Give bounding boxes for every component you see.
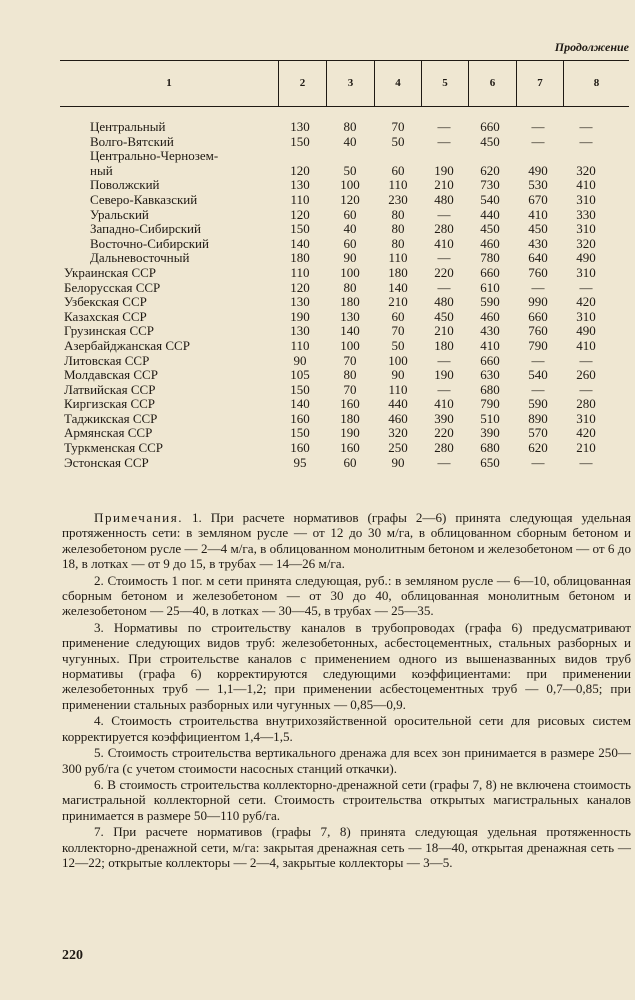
table-row xyxy=(0,324,635,339)
cell-value-col-4: 460 xyxy=(388,410,408,426)
cell-value-col-6: 540 xyxy=(480,191,500,207)
region-name: Поволжский xyxy=(90,177,160,193)
table-row xyxy=(0,310,635,325)
cell-value-col-6: 450 xyxy=(480,133,500,149)
cell-value-col-7: 490 xyxy=(528,162,548,178)
cell-value-col-8: 410 xyxy=(576,177,596,193)
cell-value-col-7: 540 xyxy=(528,367,548,383)
region-name: Таджикская ССР xyxy=(64,410,158,426)
region-name: Литовская ССР xyxy=(64,352,150,368)
cell-value-col-6: 430 xyxy=(480,323,500,339)
region-name: ный xyxy=(90,162,113,178)
cell-value-col-4: 80 xyxy=(391,235,405,251)
cell-value-col-4: 210 xyxy=(388,294,408,310)
cell-value-col-5: — xyxy=(437,119,451,134)
cell-value-col-6: 620 xyxy=(480,162,500,178)
note-6: 6. В стоимость строительства коллекторно-дренажной сети (графы 7, 8) не включена стоимость магистральной коллекторной сети. Стоимость строительства открытых магистральных каналов принимается в размере 50—110 руб/га. xyxy=(62,776,631,823)
cell-value-col-6: 630 xyxy=(480,367,500,383)
cell-value-col-7: 890 xyxy=(528,410,548,426)
cell-value-col-2: 150 xyxy=(290,221,310,237)
cell-value-col-2: 110 xyxy=(290,337,310,353)
cell-value-col-5: — xyxy=(437,352,451,368)
cell-value-col-5: — xyxy=(437,133,451,149)
cell-value-col-4: 250 xyxy=(388,440,408,456)
cell-value-col-5: — xyxy=(437,206,451,222)
cell-value-col-7: — xyxy=(531,279,545,295)
cell-value-col-3: 70 xyxy=(343,352,357,368)
cell-value-col-7: — xyxy=(531,381,545,397)
cell-value-col-6: 780 xyxy=(480,250,500,266)
cell-value-col-3: 50 xyxy=(343,162,357,178)
notes-lead: Примечания. xyxy=(94,510,183,525)
table-row xyxy=(0,397,635,412)
table-body xyxy=(0,120,635,470)
region-name: Восточно-Сибирский xyxy=(90,235,209,251)
cell-value-col-5: 190 xyxy=(434,367,454,383)
cell-value-col-3: 60 xyxy=(343,454,357,470)
cell-value-col-4: 180 xyxy=(388,264,408,280)
column-header-7: 7 xyxy=(516,60,563,106)
cell-value-col-8: — xyxy=(579,381,593,397)
cell-value-col-6: 460 xyxy=(480,235,500,251)
column-header-8: 8 xyxy=(563,60,629,106)
cell-value-col-7: 640 xyxy=(528,250,548,266)
cell-value-col-7: 450 xyxy=(528,221,548,237)
table-row xyxy=(0,412,635,427)
cell-value-col-7: — xyxy=(531,133,545,149)
table-row xyxy=(0,222,635,237)
cell-value-col-6: 730 xyxy=(480,177,500,193)
column-header-2: 2 xyxy=(278,60,326,106)
cell-value-col-5: 280 xyxy=(434,440,454,456)
cell-value-col-6: 650 xyxy=(480,454,500,470)
cell-value-col-5: 480 xyxy=(434,294,454,310)
table-row xyxy=(0,164,635,179)
table-row xyxy=(0,178,635,193)
table-row xyxy=(0,120,635,135)
cell-value-col-6: 390 xyxy=(480,425,500,441)
cell-value-col-8: 210 xyxy=(576,440,596,456)
cell-value-col-2: 90 xyxy=(293,352,307,368)
cell-value-col-3: 160 xyxy=(340,440,360,456)
cell-value-col-8: 490 xyxy=(576,250,596,266)
cell-value-col-2: 140 xyxy=(290,396,310,412)
table-row xyxy=(0,135,635,150)
region-name: Центральный xyxy=(90,119,166,134)
cell-value-col-5: — xyxy=(437,454,451,470)
note-1-text: 1. При расчете нормативов (графы 2—6) принята следующая удельная протяженность сети: в земляном русле — от 12 до 30 м/га, в облицованном сборным бетоном и железобетоном русле — 2—4 м/га, в облицованном монолитным бетоном и железобетоном — от 6 до 18, в лотках — от 9 до 15, в трубах — 14—26 м/га. xyxy=(62,510,631,572)
cell-value-col-6: 790 xyxy=(480,396,500,412)
table-row xyxy=(0,193,635,208)
cell-value-col-3: 130 xyxy=(340,308,360,324)
cell-value-col-3: 160 xyxy=(340,396,360,412)
cell-value-col-3: 100 xyxy=(340,177,360,193)
cell-value-col-6: 440 xyxy=(480,206,500,222)
cell-value-col-2: 140 xyxy=(290,235,310,251)
cell-value-col-3: 40 xyxy=(343,133,357,149)
cell-value-col-4: 440 xyxy=(388,396,408,412)
cell-value-col-7: 430 xyxy=(528,235,548,251)
cell-value-col-7: 790 xyxy=(528,337,548,353)
region-name: Украинская ССР xyxy=(64,264,157,280)
cell-value-col-8: 420 xyxy=(576,425,596,441)
cell-value-col-5: 410 xyxy=(434,235,454,251)
cell-value-col-8: — xyxy=(579,279,593,295)
cell-value-col-3: 100 xyxy=(340,337,360,353)
region-name: Узбекская ССР xyxy=(64,294,147,310)
cell-value-col-2: 150 xyxy=(290,133,310,149)
cell-value-col-7: 410 xyxy=(528,206,548,222)
region-name: Армянская ССР xyxy=(64,425,153,441)
cell-value-col-4: 80 xyxy=(391,221,405,237)
cell-value-col-4: 80 xyxy=(391,206,405,222)
cell-value-col-4: 50 xyxy=(391,337,405,353)
cell-value-col-4: 50 xyxy=(391,133,405,149)
cell-value-col-3: 60 xyxy=(343,235,357,251)
cell-value-col-5: 280 xyxy=(434,221,454,237)
cell-value-col-3: 180 xyxy=(340,294,360,310)
cell-value-col-4: 140 xyxy=(388,279,408,295)
cell-value-col-3: 80 xyxy=(343,279,357,295)
cell-value-col-6: 680 xyxy=(480,381,500,397)
cell-value-col-4: 230 xyxy=(388,191,408,207)
page-number: 220 xyxy=(62,948,83,963)
cell-value-col-2: 130 xyxy=(290,177,310,193)
cell-value-col-2: 160 xyxy=(290,410,310,426)
cell-value-col-2: 110 xyxy=(290,264,310,280)
cell-value-col-8: 260 xyxy=(576,367,596,383)
cell-value-col-8: — xyxy=(579,352,593,368)
column-header-1: 1 xyxy=(166,77,172,89)
cell-value-col-7: — xyxy=(531,454,545,470)
region-name: Дальневосточный xyxy=(90,250,190,266)
cell-value-col-3: 80 xyxy=(343,119,357,134)
cell-value-col-5: 180 xyxy=(434,337,454,353)
cell-value-col-4: 320 xyxy=(388,425,408,441)
cell-value-col-7: 660 xyxy=(528,308,548,324)
table-row xyxy=(0,426,635,441)
table-row xyxy=(0,339,635,354)
table-row xyxy=(0,295,635,310)
column-header-4: 4 xyxy=(374,60,421,106)
cell-value-col-2: 95 xyxy=(293,454,307,470)
cell-value-col-4: 70 xyxy=(391,119,405,134)
cell-value-col-4: 110 xyxy=(388,177,408,193)
cell-value-col-6: 680 xyxy=(480,440,500,456)
cell-value-col-2: 120 xyxy=(290,279,310,295)
cell-value-col-5: 210 xyxy=(434,323,454,339)
cell-value-col-2: 180 xyxy=(290,250,310,266)
table-row xyxy=(0,208,635,223)
notes-section xyxy=(62,510,631,871)
cell-value-col-7: 760 xyxy=(528,264,548,280)
region-name: Латвийская ССР xyxy=(64,381,156,397)
table-row xyxy=(0,281,635,296)
cell-value-col-5: 410 xyxy=(434,396,454,412)
table-row xyxy=(0,251,635,266)
cell-value-col-3: 140 xyxy=(340,323,360,339)
cell-value-col-8: 410 xyxy=(576,337,596,353)
cell-value-col-3: 100 xyxy=(340,264,360,280)
cell-value-col-5: 220 xyxy=(434,264,454,280)
region-name: Туркменская ССР xyxy=(64,440,164,456)
cell-value-col-4: 70 xyxy=(391,323,405,339)
cell-value-col-2: 130 xyxy=(290,323,310,339)
cell-value-col-4: 110 xyxy=(388,381,408,397)
region-name: Грузинская ССР xyxy=(64,323,155,339)
cell-value-col-7: 570 xyxy=(528,425,548,441)
cell-value-col-8: 280 xyxy=(576,396,596,412)
cell-value-col-8: 310 xyxy=(576,264,596,280)
cell-value-col-8: 420 xyxy=(576,294,596,310)
region-name: Уральский xyxy=(90,206,149,222)
cell-value-col-4: 90 xyxy=(391,454,405,470)
cell-value-col-7: 670 xyxy=(528,191,548,207)
table-row xyxy=(0,149,635,164)
cell-value-col-4: 90 xyxy=(391,367,405,383)
cell-value-col-3: 180 xyxy=(340,410,360,426)
region-name: Западно-Сибирский xyxy=(90,221,201,237)
cell-value-col-7: 760 xyxy=(528,323,548,339)
cell-value-col-5: 220 xyxy=(434,425,454,441)
region-name: Азербайджанская ССР xyxy=(64,337,190,353)
cell-value-col-8: 490 xyxy=(576,323,596,339)
note-1 xyxy=(62,510,631,572)
column-header-3: 3 xyxy=(326,60,374,106)
cell-value-col-7: — xyxy=(531,119,545,134)
cell-value-col-5: 450 xyxy=(434,308,454,324)
cell-value-col-4: 60 xyxy=(391,162,405,178)
note-3: 3. Нормативы по строительству каналов в трубопроводах (графа 6) предусматривают применение следующих видов труб: железобетонных, асбестоцементных, стальных разборных и чугунных. При строительстве каналов с применением одного из вышеназванных видов труб нормативы (графа 6) корректируются следующими коэффициентами: при применении железобетонных труб — 1,1—1,2; при применении асбестоцементных труб — 0,7—0,85; при применении стальных разборных или чугунных — 0,85—0,9. xyxy=(62,619,631,712)
cell-value-col-3: 60 xyxy=(343,206,357,222)
cell-value-col-8: 320 xyxy=(576,162,596,178)
cell-value-col-2: 150 xyxy=(290,425,310,441)
cell-value-col-2: 160 xyxy=(290,440,310,456)
cell-value-col-3: 40 xyxy=(343,221,357,237)
table-row xyxy=(0,441,635,456)
table-row xyxy=(0,368,635,383)
region-name: Волго-Вятский xyxy=(90,133,174,149)
cell-value-col-6: 610 xyxy=(480,279,500,295)
region-name: Казахская ССР xyxy=(64,308,147,324)
table-header-rule xyxy=(60,106,629,107)
table-row xyxy=(0,456,635,471)
cell-value-col-3: 70 xyxy=(343,381,357,397)
cell-value-col-6: 450 xyxy=(480,221,500,237)
cell-value-col-3: 90 xyxy=(343,250,357,266)
cell-value-col-7: 620 xyxy=(528,440,548,456)
cell-value-col-2: 190 xyxy=(290,308,310,324)
continuation-label: Продолжение xyxy=(554,40,629,54)
region-name: Молдавская ССР xyxy=(64,367,158,383)
cell-value-col-5: — xyxy=(437,250,451,266)
region-name: Центрально-Чернозем- xyxy=(90,148,219,164)
cell-value-col-2: 130 xyxy=(290,119,310,134)
cell-value-col-4: 110 xyxy=(388,250,408,266)
cell-value-col-2: 120 xyxy=(290,206,310,222)
cell-value-col-6: 410 xyxy=(480,337,500,353)
cell-value-col-2: 120 xyxy=(290,162,310,178)
cell-value-col-4: 60 xyxy=(391,308,405,324)
table-row xyxy=(0,383,635,398)
cell-value-col-5: 210 xyxy=(434,177,454,193)
cell-value-col-6: 590 xyxy=(480,294,500,310)
cell-value-col-4: 100 xyxy=(388,352,408,368)
table-row xyxy=(0,237,635,252)
cell-value-col-6: 660 xyxy=(480,352,500,368)
cell-value-col-8: — xyxy=(579,133,593,149)
column-header-6: 6 xyxy=(468,60,516,106)
cell-value-col-8: — xyxy=(579,119,593,134)
cell-value-col-6: 660 xyxy=(480,264,500,280)
cell-value-col-6: 510 xyxy=(480,410,500,426)
note-4: 4. Стоимость строительства внутрихозяйственной оросительной сети для рисовых систем корректируется коэффициентом 1,4—1,5. xyxy=(62,713,631,744)
cell-value-col-8: 330 xyxy=(576,206,596,222)
cell-value-col-5: — xyxy=(437,381,451,397)
note-2: 2. Стоимость 1 пог. м сети принята следующая, руб.: в земляном русле — 6—10, облицованная сборным бетоном и железобетоном — от 30 до 40, облицованная монолитным бетоном и железобетоном — 25—40, в лотках — 30—45, в трубах — 25—35. xyxy=(62,572,631,619)
cell-value-col-5: — xyxy=(437,279,451,295)
cell-value-col-5: 390 xyxy=(434,410,454,426)
region-name: Белорусская ССР xyxy=(64,279,161,295)
cell-value-col-7: 530 xyxy=(528,177,548,193)
cell-value-col-8: 310 xyxy=(576,221,596,237)
cell-value-col-8: 310 xyxy=(576,410,596,426)
cell-value-col-8: — xyxy=(579,454,593,470)
cell-value-col-3: 120 xyxy=(340,191,360,207)
cell-value-col-3: 190 xyxy=(340,425,360,441)
cell-value-col-2: 105 xyxy=(290,367,310,383)
cell-value-col-7: 990 xyxy=(528,294,548,310)
note-5: 5. Стоимость строительства вертикального дренажа для всех зон принимается в размере 250—300 руб/га (с учетом стоимости насосных станций откачки). xyxy=(62,745,631,776)
cell-value-col-5: 190 xyxy=(434,162,454,178)
cell-value-col-8: 320 xyxy=(576,235,596,251)
cell-value-col-6: 460 xyxy=(480,308,500,324)
cell-value-col-2: 130 xyxy=(290,294,310,310)
cell-value-col-6: 660 xyxy=(480,119,500,134)
cell-value-col-3: 80 xyxy=(343,367,357,383)
cell-value-col-2: 110 xyxy=(290,191,310,207)
region-name: Киргизская ССР xyxy=(64,396,156,412)
cell-value-col-7: — xyxy=(531,352,545,368)
table-row xyxy=(0,354,635,369)
cell-value-col-8: 310 xyxy=(576,308,596,324)
region-name: Эстонская ССР xyxy=(64,454,149,470)
column-header-5: 5 xyxy=(421,60,468,106)
note-7: 7. При расчете нормативов (графы 7, 8) принята следующая удельная протяженность коллекторно-дренажной сети, м/га: закрытая дренажная сеть — 18—40, открытая дренажная сеть — 12—22; открытые коллекторы — 2—4, закрытые коллекторы — 3—5. xyxy=(62,824,631,870)
cell-value-col-7: 590 xyxy=(528,396,548,412)
cell-value-col-2: 150 xyxy=(290,381,310,397)
region-name: Северо-Кавказский xyxy=(90,191,198,207)
table-row xyxy=(0,266,635,281)
cell-value-col-5: 480 xyxy=(434,191,454,207)
cell-value-col-8: 310 xyxy=(576,191,596,207)
